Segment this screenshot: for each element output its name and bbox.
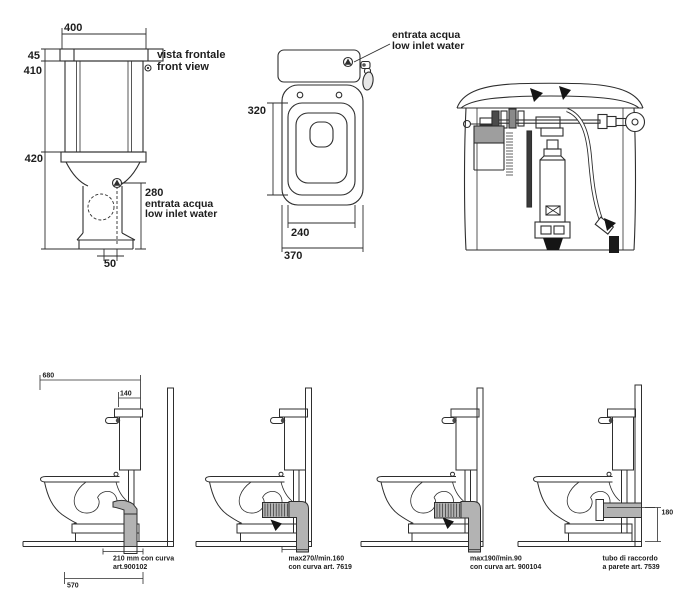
dim-lid-label: 45 [27,50,40,62]
dim-total-depth-label: 680 [42,372,55,380]
corrugated-pipe [263,503,290,518]
outlet-elbow [461,502,481,553]
install-view-2 [196,388,352,571]
dim-inlet-label: 280 [145,187,164,199]
inlet-note-line1: entrata acqua [392,29,461,41]
wall [168,388,174,547]
wall-fitting [609,236,619,253]
floor [196,542,312,547]
flush-valve [535,117,570,250]
note-line1: max270//min.160 [288,555,345,563]
outlet-elbow [289,502,309,553]
pipe-collar [596,500,604,521]
hinge-hole [297,92,303,98]
dim-depth [267,103,288,195]
note-line2: con curva art. 900104 [470,564,542,571]
dim-tank-label: 410 [23,65,42,77]
dim-inner-width-label: 240 [291,227,310,239]
inlet-note-line2: low inlet water [392,40,465,52]
note-line1: tubo di raccordo [602,555,658,563]
dim-outlet-height [645,508,661,542]
outlet-pipe [124,514,137,547]
water-inlet-symbol-icon [113,179,122,188]
dim-width-label: 400 [64,22,83,34]
floor [518,542,642,547]
hinge-hole [336,92,342,98]
flush-knob-icon [626,113,645,132]
bowl-opening [310,122,333,147]
install-view-4 [518,385,673,571]
dim-inner-width [288,205,355,228]
floor [23,542,174,547]
dim-heights [41,49,79,249]
install-view-1 [23,373,174,590]
front-view [24,22,226,270]
note-line1: 210 mm con curva [113,555,175,563]
dim-outlet-height-label: 180 [661,509,674,517]
corrugated-pipe [435,503,462,519]
dim-outlet-label: 50 [103,258,117,270]
dim-tank-depth-label: 140 [120,390,132,398]
install-views [23,373,673,590]
water-inlet-symbol-icon [344,58,353,67]
note-line1: max190//min.90 [470,555,522,563]
dim-pedestal-label: 420 [24,153,43,165]
dim-floor-depth-label: 570 [67,582,79,590]
flow-arrow-icon [443,518,455,530]
flow-arrow-icon [530,88,543,102]
dim-depth-label: 320 [247,105,266,117]
dim-outer-width-label: 370 [284,250,303,262]
flush-lever-icon [361,62,374,91]
flow-arrow-icon [559,86,571,100]
overflow-tube [527,131,532,207]
inlet-hole-dashed [88,194,114,220]
note-line2: con curva art. 7619 [288,564,352,571]
view-title-line1: vista frontale [157,49,226,61]
floor [361,542,483,547]
inlet-note-line1: entrata acqua [145,198,214,210]
note-line2: art.900102 [113,564,148,571]
spring-strip [506,133,513,175]
install-view-3 [361,388,541,571]
outlet-elbow [113,500,137,514]
note-line2: a parete art. 7539 [602,564,660,571]
view-title-line2: front view [157,61,209,73]
float-cup [474,126,504,143]
cutaway-view [457,83,645,253]
top-view [248,29,465,262]
flow-arrow-icon [271,520,283,532]
wall-outlet-pipe [603,503,642,518]
inlet-note-line2: low inlet water [145,208,218,220]
